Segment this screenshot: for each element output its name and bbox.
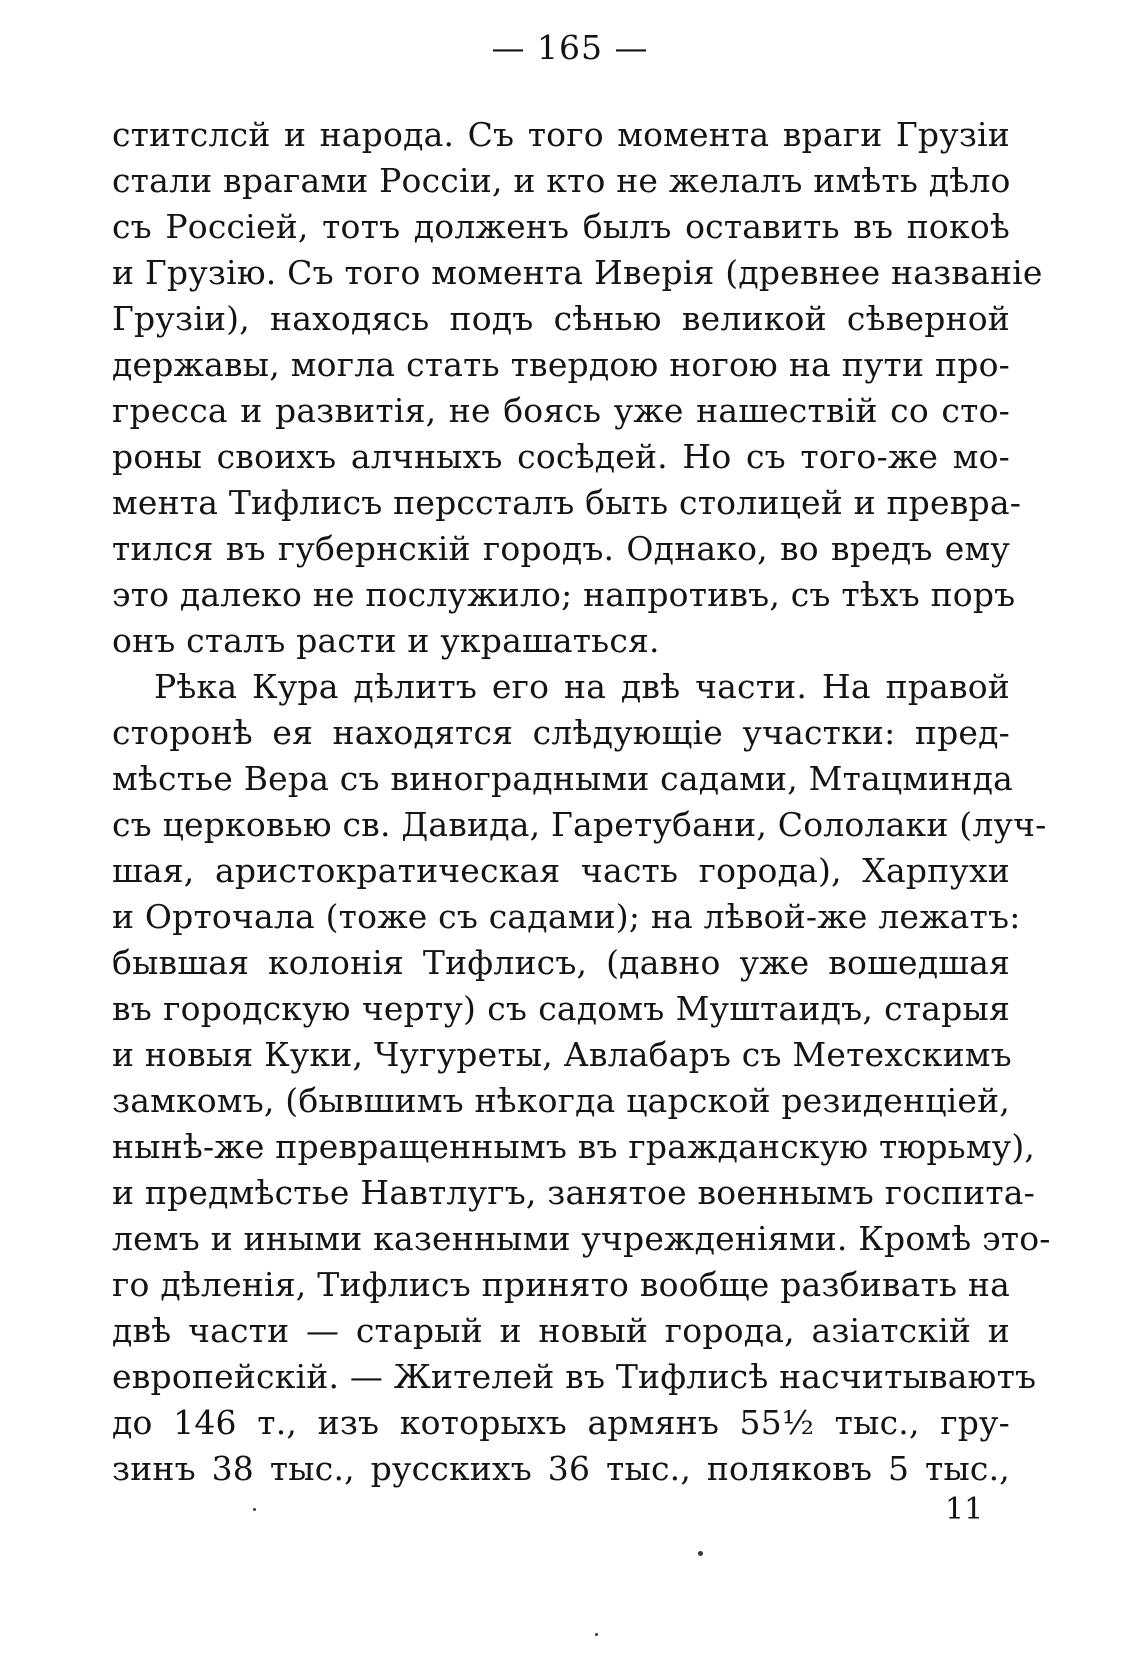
text-line: мѣстье Вера съ виноградными садами, Мтацминда <box>112 759 1013 798</box>
printer-signature-mark: 11 <box>945 1492 984 1527</box>
text-line: го дѣленія, Тифлисъ принято вообще разбивать на <box>112 1265 1010 1304</box>
text-line: до 146 т., изъ которыхъ армянъ 55½ тыс., гру- <box>112 1403 1010 1442</box>
text-line: Грузіи), находясь подъ сѣнью великой сѣверной <box>112 299 1010 338</box>
text-line: и Орточала (тоже съ садами); на лѣвой-же лежатъ: <box>112 897 1021 936</box>
text-line: шая, аристократическая часть города), Харпухи <box>112 851 1010 890</box>
scan-speck <box>253 1508 256 1511</box>
text-line: въ городскую черту) съ садомъ Муштаидъ, старыя <box>112 989 1010 1028</box>
text-line: державы, могла стать твердою ногою на пути про- <box>112 345 1010 384</box>
text-line: роны своихъ алчныхъ сосѣдей. Но съ того-же мо- <box>112 437 1010 476</box>
paragraph-first-line: Рѣка Кура дѣлитъ его на двѣ части. На правой <box>154 667 1010 706</box>
scan-speck <box>698 1551 703 1556</box>
text-line: лемъ и иными казенными учрежденіями. Кромѣ это- <box>112 1219 1051 1258</box>
page-number: — 165 — <box>491 28 649 67</box>
text-line: мента Тифлисъ перссталъ быть столицей и превра- <box>112 483 1022 522</box>
scan-speck <box>595 1633 598 1636</box>
text-line: гресса и развитія, не боясь уже нашествій со сто- <box>112 391 1010 430</box>
text-line: и новыя Куки, Чугуреты, Авлабаръ съ Метехскимъ <box>112 1035 1012 1074</box>
text-line: европейскій. — Жителей въ Тифлисѣ насчитываютъ <box>112 1357 1037 1396</box>
text-line: двѣ части — старый и новый города, азіатскій и <box>112 1311 1010 1350</box>
text-line: стали врагами Россіи, и кто не желалъ имѣть дѣло <box>112 161 1011 200</box>
paragraph-last-line: онъ сталъ расти и украшаться. <box>112 621 660 660</box>
text-line: сторонѣ ея находятся слѣдующіе участки: пред- <box>112 713 1010 752</box>
text-line: ститслсй и народа. Съ того момента враги Грузіи <box>112 115 1010 154</box>
text-line: зинъ 38 тыс., русскихъ 36 тыс., поляковъ 5 тыс., <box>112 1449 1010 1488</box>
text-line: и Грузію. Съ того момента Иверія (древнее названіе <box>112 253 1043 292</box>
text-line: нынѣ-же превращеннымъ въ гражданскую тюрьму), <box>112 1127 1036 1166</box>
text-line: съ Россіей, тотъ долженъ былъ оставить въ покоѣ <box>112 207 1010 246</box>
text-line: бывшая колонія Тифлисъ, (давно уже вошедшая <box>112 943 1010 982</box>
text-line: замкомъ, (бывшимъ нѣкогда царской резиденціей, <box>112 1081 1011 1120</box>
body-text <box>112 112 1051 1492</box>
text-line: это далеко не послужило; напротивъ, съ тѣхъ поръ <box>112 575 1016 614</box>
text-line: и предмѣстье Навтлугъ, занятое военнымъ госпита- <box>112 1173 1035 1212</box>
text-line: тился въ губернскій городъ. Однако, во вредъ ему <box>112 529 1010 568</box>
text-line: съ церковью св. Давида, Гаретубани, Сололаки (луч- <box>112 805 1047 844</box>
